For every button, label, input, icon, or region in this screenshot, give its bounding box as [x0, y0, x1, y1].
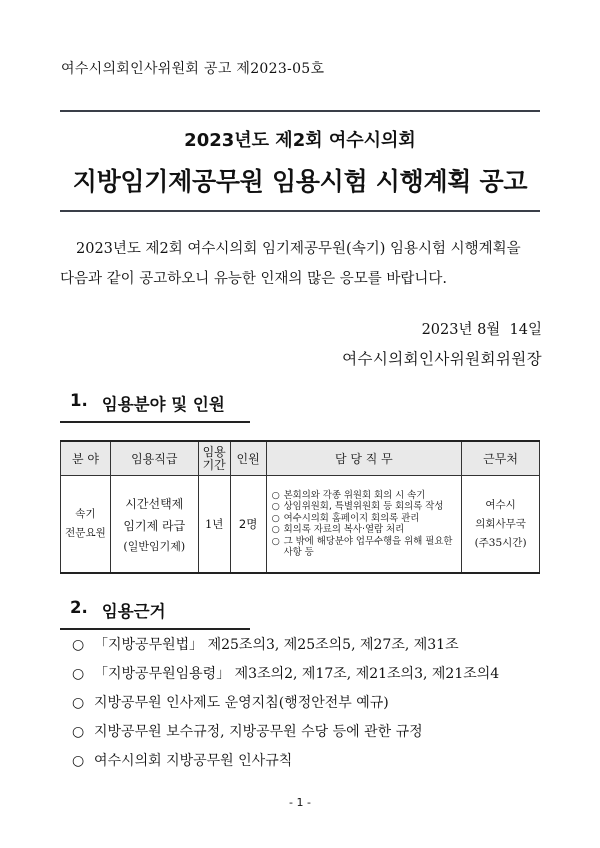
duty-bullet: ○: [271, 501, 280, 512]
duty-bullet: ○: [271, 524, 280, 535]
signer: 여수시의회인사위원회위원장: [342, 350, 542, 368]
title-box: [60, 110, 540, 212]
section-2-title: 임용근거: [101, 602, 166, 621]
duty-text: 여수시의회 홈페이지 회의록 관리: [283, 512, 420, 524]
cell-field: [61, 476, 111, 574]
list-item: [72, 660, 542, 689]
title-line1: 2023년도 제2회 여수시의회: [184, 130, 416, 151]
cell-duties: [266, 476, 462, 574]
list-item: [72, 747, 542, 776]
basis-text: 지방공무원 인사제도 운영지침(행정안전부 예규): [94, 695, 389, 711]
page-number: - 1 -: [289, 796, 311, 809]
basis-bullet: ○: [72, 695, 85, 711]
duty-item: [272, 524, 457, 536]
field-l1: 속기: [75, 508, 96, 520]
duty-bullet: ○: [271, 535, 280, 547]
recruitment-table: [60, 440, 540, 574]
section-2-number: 2.: [70, 598, 88, 617]
intro-paragraph: [60, 234, 542, 294]
section-2-rule: [60, 628, 250, 630]
basis-bullet: ○: [72, 724, 85, 740]
section-1-title: 임용분야 및 인원: [101, 395, 225, 414]
section-1-number: 1.: [70, 391, 88, 410]
section-1-heading: [60, 391, 250, 423]
table-header-row: [61, 441, 540, 476]
duty-text: 그 밖에 해당분야 업무수행을 위해 필요한 사항 등: [283, 535, 453, 558]
header-duties: 담 당 직 무: [266, 441, 462, 476]
workplace-l3: (주35시간): [474, 536, 527, 549]
cell-headcount: 2명: [230, 476, 266, 574]
title-rule-bottom: [60, 210, 540, 212]
cell-rank: [110, 476, 198, 574]
header-period: [198, 441, 230, 476]
rank-l2: 임기제 라급: [123, 518, 186, 533]
basis-bullet: ○: [72, 637, 85, 653]
title-line2: 지방임기제공무원 임용시험 시행계획 공고: [72, 167, 528, 196]
cell-period: 1년: [198, 476, 230, 574]
basis-text: 「지방공무원임용령」 제3조의2, 제17조, 제21조의3, 제21조의4: [94, 666, 500, 682]
header-period-l1: 임용: [202, 444, 226, 459]
header-period-l2: 기간: [202, 457, 226, 472]
notice-number: 여수시의회인사위원회 공고 제2023-05호: [61, 61, 325, 77]
header-field: 분 야: [61, 441, 111, 476]
cell-workplace: [462, 476, 540, 574]
basis-text: 지방공무원 보수규정, 지방공무원 수당 등에 관한 규정: [94, 724, 423, 740]
notice-date: 2023년 8월 14일: [421, 322, 542, 338]
section-2-heading: [60, 598, 250, 630]
duty-text: 본회의와 각종 위원회 회의 시 속기: [283, 489, 426, 501]
list-item: [72, 689, 542, 718]
basis-bullet: ○: [72, 666, 85, 682]
rank-l1: 시간선택제: [125, 496, 184, 511]
workplace-l1: 여수시: [485, 498, 516, 511]
duty-item: [272, 501, 457, 513]
list-item: [72, 718, 542, 747]
duty-bullet: ○: [271, 489, 280, 501]
basis-bullet: ○: [72, 753, 85, 769]
field-l2: 전문요원: [65, 527, 106, 539]
duty-item: [272, 490, 457, 502]
basis-text: 「지방공무원법」 제25조의3, 제25조의5, 제27조, 제31조: [94, 637, 459, 653]
duty-item: [272, 513, 457, 525]
legal-basis-list: [72, 631, 542, 776]
intro-line1: [60, 234, 542, 264]
rank-l3: (일반임기제): [123, 539, 186, 553]
title-rule-top: [60, 110, 540, 112]
duty-text: 상임위원회, 특별위원회 등 회의록 작성: [283, 501, 444, 512]
basis-text: 여수시의회 지방공무원 인사규칙: [94, 753, 293, 769]
list-item: [72, 631, 542, 660]
duty-text: 회의록 자료의 복사·열람 처리: [283, 524, 405, 535]
workplace-l2: 의회사무국: [475, 517, 526, 530]
table-row: [61, 476, 540, 574]
header-rank: 임용직급: [110, 441, 198, 476]
intro-line1-text: 2023년도 제2회 여수시의회 임기제공무원(속기) 임용시험 시행계획을: [76, 241, 521, 257]
duty-bullet: ○: [271, 512, 280, 524]
header-workplace: 근무처: [462, 441, 540, 476]
section-1-rule: [60, 421, 250, 423]
header-headcount: 인원: [230, 441, 266, 476]
intro-line2: 다음과 같이 공고하오니 유능한 인재의 많은 응모를 바랍니다.: [60, 271, 448, 287]
duty-item: [272, 536, 457, 559]
